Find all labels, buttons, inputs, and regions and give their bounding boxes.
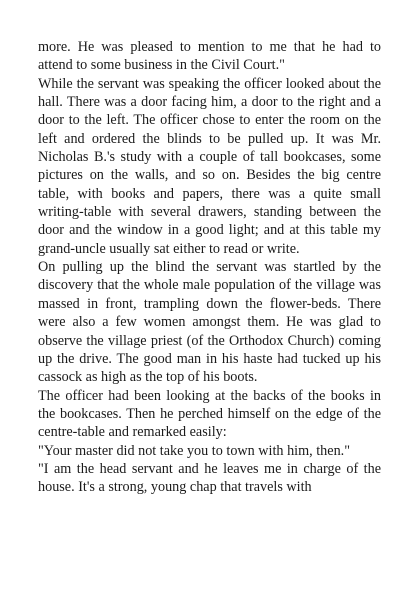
paragraph: The officer had been looking at the backs of the books in the bookcases. Then he perched himself on the edge of the centre-table and remarked easily:: [38, 387, 381, 441]
paragraph: "I am the head servant and he leaves me in charge of the house. It's a strong, young chap that travels with: [38, 460, 381, 496]
paragraph: "Your master did not take you to town with him, then.": [38, 442, 350, 459]
paragraph: more. He was pleased to mention to me that he had to attend to some business in the Civil Court.": [38, 39, 381, 74]
book-page: [38, 38, 381, 497]
paragraph: On pulling up the blind the servant was startled by the discovery that the whole male population of the village was massed in front, trampling down the flower-beds. There were also a few women amongst them. He was glad to observe the village priest (of the Orthodox Church) coming up the drive. The good man in his haste had tucked up his cassock as high as the top of his boots.: [38, 259, 381, 386]
paragraph: While the servant was speaking the officer looked about the hall. There was a door facing him, a door to the right and a door to the left. The officer chose to enter the room on the left and ordered the blinds to be pulled up. It was Mr. Nicholas B.'s study with a couple of tall bookcases, some pictures on the walls, and so on. Besides the big centre table, with books and papers, there was a quite small writing-table with several drawers, standing between the door and the window in a good light; and at this table my grand-uncle usually sat either to read or write.: [38, 75, 381, 257]
